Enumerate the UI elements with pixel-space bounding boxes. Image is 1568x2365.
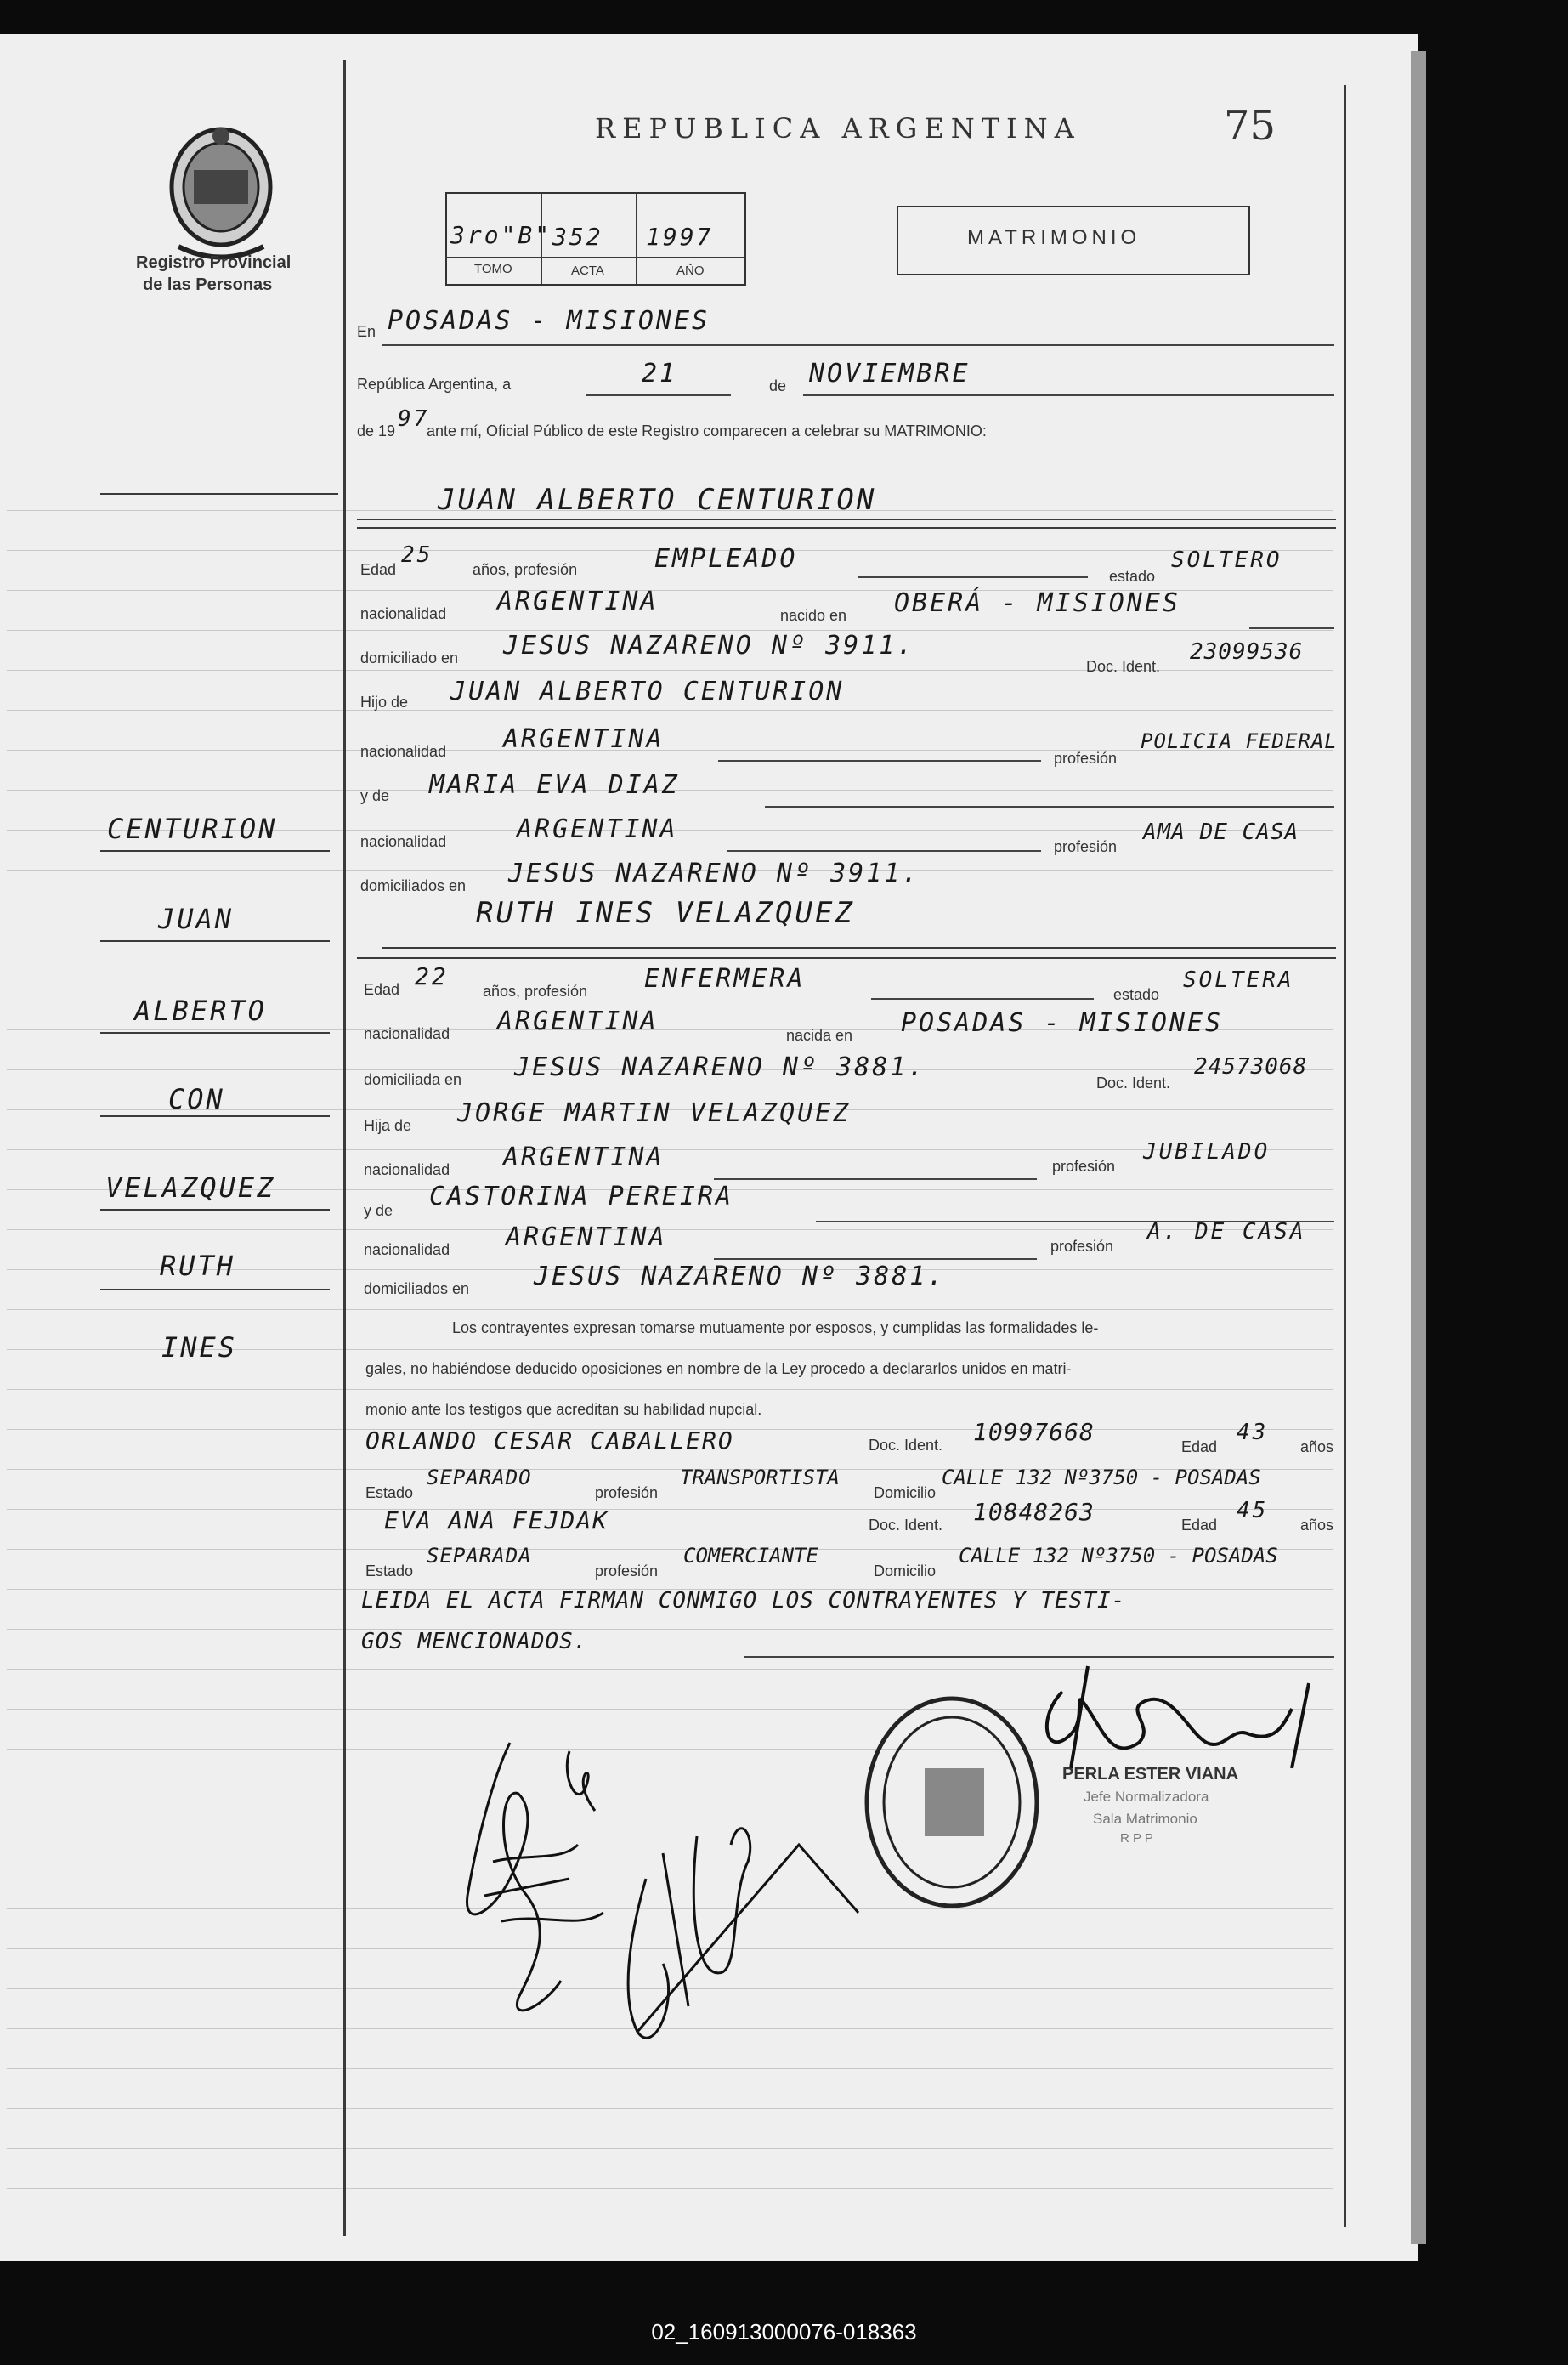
groom-mother-nationality: ARGENTINA	[517, 814, 678, 844]
groom-father-profession: POLICIA FEDERAL	[1141, 729, 1338, 753]
groom-mother: MARIA EVA DIAZ	[429, 770, 680, 800]
bride-birthplace: POSADAS - MISIONES	[901, 1008, 1224, 1038]
official-signature	[1047, 1666, 1309, 1768]
official-title3: R P P	[1120, 1831, 1153, 1846]
witness1-address: CALLE 132 Nº3750 - POSADAS	[942, 1466, 1261, 1489]
official-title1: Jefe Normalizadora	[1084, 1789, 1209, 1805]
bride-mother-profession: A. DE CASA	[1147, 1219, 1306, 1245]
witness2-address: CALLE 132 Nº3750 - POSADAS	[959, 1544, 1278, 1568]
statement-line1: Los contrayentes expresan tomarse mutuamente por esposos, y cumplidas las formalidades le-	[452, 1319, 1099, 1336]
margin-note-1: CENTURION	[107, 813, 278, 845]
bride-age: 22	[415, 962, 449, 990]
witness1-profession: TRANSPORTISTA	[680, 1466, 840, 1489]
contractant-signature-2	[628, 1829, 858, 2039]
witness2-doc: 10848263	[973, 1498, 1095, 1526]
bride-father: JORGE MARTIN VELAZQUEZ	[457, 1098, 852, 1128]
groom-profession: EMPLEADO	[654, 544, 798, 574]
signatures	[442, 1641, 1360, 2117]
bride-address: JESUS NAZARENO Nº 3881.	[514, 1052, 926, 1082]
document-page: Registro Provincial de las Personas REPUBLICA ARGENTINA 75 3ro"B" 352 1997 TOMO ACTA AÑO MATRIMONIO En POSADAS - MISIONES República Argentina, a 21 de NOVIEMBRE de 19 97 ante mí, Oficial Público de este Registro comparecen a celebrar su MATRIMONIO: JUAN ALBERTO CENTURION Edad 25 años, profesión EMPLEADO estado SOLTERO nacionalidad ARGENTINA nacido en OBERÁ - MISIONES domiciliado en JESUS NAZARENO Nº 3911. Doc. Ident. 23099536 Hijo de JUAN ALBERTO CENTURION nacionalidad ARGENTINA profesión POLICIA FEDERAL y de MARIA EVA DIAZ nacionalidad ARGENTINA profesión AMA DE CASA domiciliados en JESUS NAZARENO Nº 3911. RUTH INES VELAZQUEZ Edad 22 años, profesión ENFERMERA estado SOLTERA nacionalidad ARGENTINA nacida en POSADAS - MISIONES domiciliada en JESUS NAZARENO Nº 3881. Doc. Ident. 24573068 Hija de JORGE MARTIN VELAZQUEZ nacionalidad ARGENTINA profesión JUBILADO y de CASTORINA PEREIRA nacionalidad ARGENTINA profesión A. DE CASA domiciliados en JESUS NAZARENO Nº 3881. Los contrayentes expresan tomarse mutuamente por esposos, y cumplidas las formalidades le- gales, no habiéndose deducido oposiciones en nombre de la Ley procedo a declararlos unidos en matri- monio ante los testigos que acreditan su habilidad nupcial. ORLANDO CESAR CABALLERO Doc. Ident. 10997668 Edad 43 años Estado SEPARADO profesión TRANSPORTISTA Domicilio CALLE 132 Nº3750 - POSADAS EVA ANA FEJDAK Doc. Ident. 10848263 Edad 45 años Estado SEPARADA profesión COMERCIANTE Domicilio CALLE 132 Nº3750 - POSADAS LEIDA EL ACTA FIRMAN CONMIGO LOS CONTRAYENTES Y TESTI- GOS MENCIONADOS. PERLA ESTER VIANA Jefe Normalizadora Sala Matrimonio R P P CENTURION JUAN ALBERTO CON VELAZQUEZ RUTH INES	[0, 34, 1418, 2261]
bride-profession: ENFERMERA	[644, 964, 806, 994]
anio-value: 1997	[646, 223, 714, 251]
witness2-profession: COMERCIANTE	[683, 1544, 818, 1568]
closing-line2: GOS MENCIONADOS.	[361, 1629, 588, 1654]
statement-line2: gales, no habiéndose deducido oposiciones en nombre de la Ley procedo a declararlos unidos en matri-	[365, 1360, 1072, 1377]
groom-status: SOLTERO	[1171, 547, 1282, 573]
place-value: POSADAS - MISIONES	[388, 306, 710, 336]
official-title2: Sala Matrimonio	[1093, 1811, 1197, 1827]
ruled-line	[7, 1149, 1333, 1150]
groom-father-nationality: ARGENTINA	[503, 724, 665, 754]
ruled-line	[7, 2188, 1333, 2189]
groom-nationality: ARGENTINA	[497, 587, 659, 616]
bride-father-profession: JUBILADO	[1143, 1139, 1271, 1165]
witness1-doc: 10997668	[973, 1418, 1095, 1446]
margin-note-2: JUAN	[158, 903, 235, 935]
groom-address: JESUS NAZARENO Nº 3911.	[503, 631, 915, 661]
month-value: NOVIEMBRE	[809, 359, 971, 388]
groom-age: 25	[401, 542, 433, 568]
margin-note-4: CON	[168, 1083, 225, 1115]
contractant-signature-1	[467, 1743, 603, 2011]
acta-label: ACTA	[571, 264, 604, 278]
ruled-line	[7, 1389, 1333, 1390]
groom-parents-address: JESUS NAZARENO Nº 3911.	[508, 859, 920, 888]
witness2-status: SEPARADA	[427, 1544, 532, 1568]
groom-mother-profession: AMA DE CASA	[1143, 820, 1299, 845]
ruled-line	[7, 2148, 1333, 2149]
tomo-label: TOMO	[474, 262, 512, 276]
anio-label: AÑO	[676, 264, 705, 278]
bride-father-nationality: ARGENTINA	[503, 1143, 665, 1172]
country-title: REPUBLICA ARGENTINA	[595, 112, 1081, 145]
closing-line1: LEIDA EL ACTA FIRMAN CONMIGO LOS CONTRAYENTES Y TESTI-	[361, 1588, 1126, 1614]
groom-birthplace: OBERÁ - MISIONES	[894, 588, 1180, 618]
page-edge	[1411, 51, 1426, 2244]
margin-note-5: VELAZQUEZ	[105, 1171, 276, 1204]
bride-mother: CASTORINA PEREIRA	[429, 1182, 734, 1211]
witness1-status: SEPARADO	[427, 1466, 532, 1489]
seal-stamp	[867, 1699, 1037, 1906]
bride-name: RUTH INES VELAZQUEZ	[476, 896, 855, 930]
groom-doc: 23099536	[1190, 639, 1304, 665]
margin-line	[343, 60, 346, 2236]
margin-note-3: ALBERTO	[134, 995, 267, 1027]
witness2-name: EVA ANA FEJDAK	[384, 1506, 609, 1534]
ruled-line	[7, 1509, 1333, 1510]
intro-text: ante mí, Oficial Público de este Registro comparecen a celebrar su MATRIMONIO:	[427, 423, 987, 440]
witness2-age: 45	[1237, 1498, 1269, 1523]
statement-line3: monio ante los testigos que acreditan su habilidad nupcial.	[365, 1401, 762, 1418]
registry-line2: de las Personas	[143, 275, 273, 294]
tomo-value: 3ro"B"	[450, 221, 552, 249]
acta-value: 352	[552, 223, 603, 251]
official-name: PERLA ESTER VIANA	[1062, 1765, 1239, 1784]
groom-father: JUAN ALBERTO CENTURION	[450, 677, 845, 706]
ruled-line	[7, 1629, 1333, 1630]
witness1-name: ORLANDO CESAR CABALLERO	[365, 1426, 734, 1455]
bride-doc: 24573068	[1194, 1054, 1308, 1080]
registry-line1: Registro Provincial	[136, 253, 292, 272]
groom-name: JUAN ALBERTO CENTURION	[438, 483, 877, 517]
day-value: 21	[642, 359, 678, 388]
witness1-age: 43	[1237, 1420, 1269, 1445]
bride-nationality: ARGENTINA	[497, 1007, 659, 1036]
margin-note-7: INES	[161, 1331, 238, 1364]
ruled-line	[7, 1229, 1333, 1230]
bride-mother-nationality: ARGENTINA	[506, 1222, 667, 1252]
ruled-line	[7, 710, 1333, 711]
ruled-line	[7, 1309, 1333, 1310]
bride-status: SOLTERA	[1183, 967, 1294, 993]
ruled-line	[7, 750, 1333, 751]
year-value: 97	[398, 406, 430, 432]
margin-note-6: RUTH	[160, 1250, 236, 1282]
record-type: MATRIMONIO	[967, 226, 1141, 249]
image-id-caption: 02_160913000076-018363	[651, 2319, 917, 2345]
page-number: 75	[1224, 102, 1276, 150]
bride-parents-address: JESUS NAZARENO Nº 3881.	[534, 1262, 946, 1291]
coat-of-arms-icon	[161, 119, 280, 268]
